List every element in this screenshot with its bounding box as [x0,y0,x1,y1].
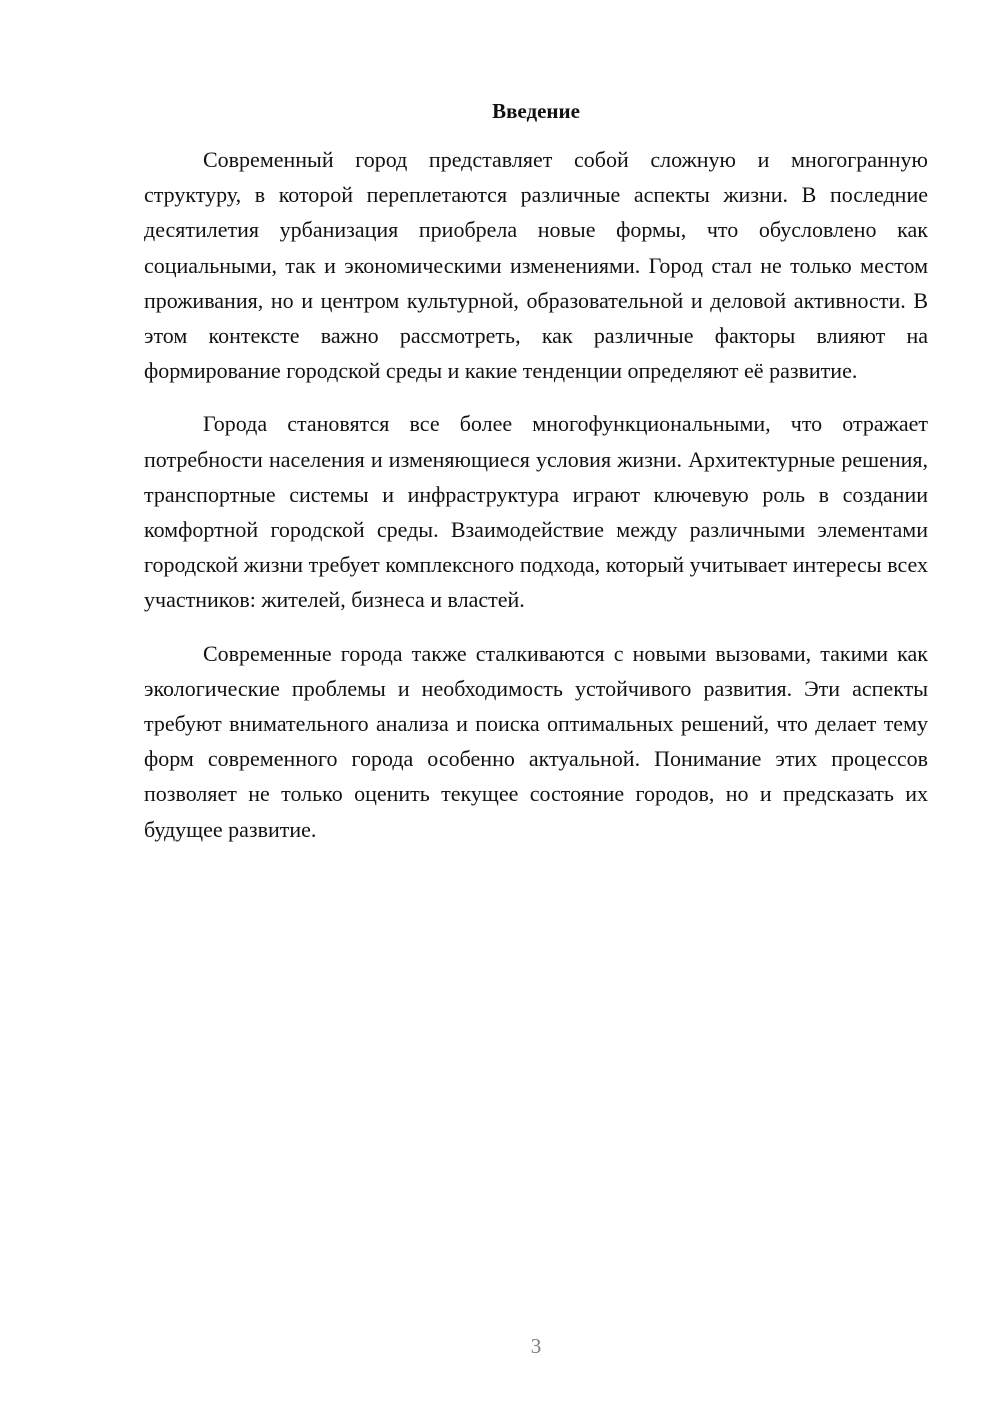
paragraph-3: Современные города также сталкиваются с новыми вызовами, такими как экологические проблемы и необходимость устойчивого развития. Эти аспекты требуют внимательного анализа и поиска оптимальных решений, что делает тему форм современного города особенно актуальной. Понимание этих процессов позволяет не только оценить текущее состояние городов, но и предсказать их будущее развитие. [144,640,928,842]
section-heading: Введение [492,99,580,123]
page-number: 3 [530,1334,542,1358]
body-text [144,142,928,865]
paragraph-2: Города становятся все более многофункциональными, что отражает потребности населения и изменяющиеся условия жизни. Архитектурные решения, транспортные системы и инфраструктура играют ключевую роль в создании комфортной городской среды. Взаимодействие между различными элементами городской жизни требует комплексного подхода, который учитывает интересы всех участников: жителей, бизнеса и властей. [144,411,928,613]
paragraph-1: Современный город представляет собой сложную и многогранную структуру, в которой переплетаются различные аспекты жизни. В последние десятилетия урбанизация приобрела новые формы, что обусловлено как социальными, так и экономическими изменениями. Город стал не только местом проживания, но и центром культурной, образовательной и деловой активности. В этом контексте важно рассмотреть, как различные факторы влияют на формирование городской среды и какие тенденции определяют её развитие. [144,147,928,384]
